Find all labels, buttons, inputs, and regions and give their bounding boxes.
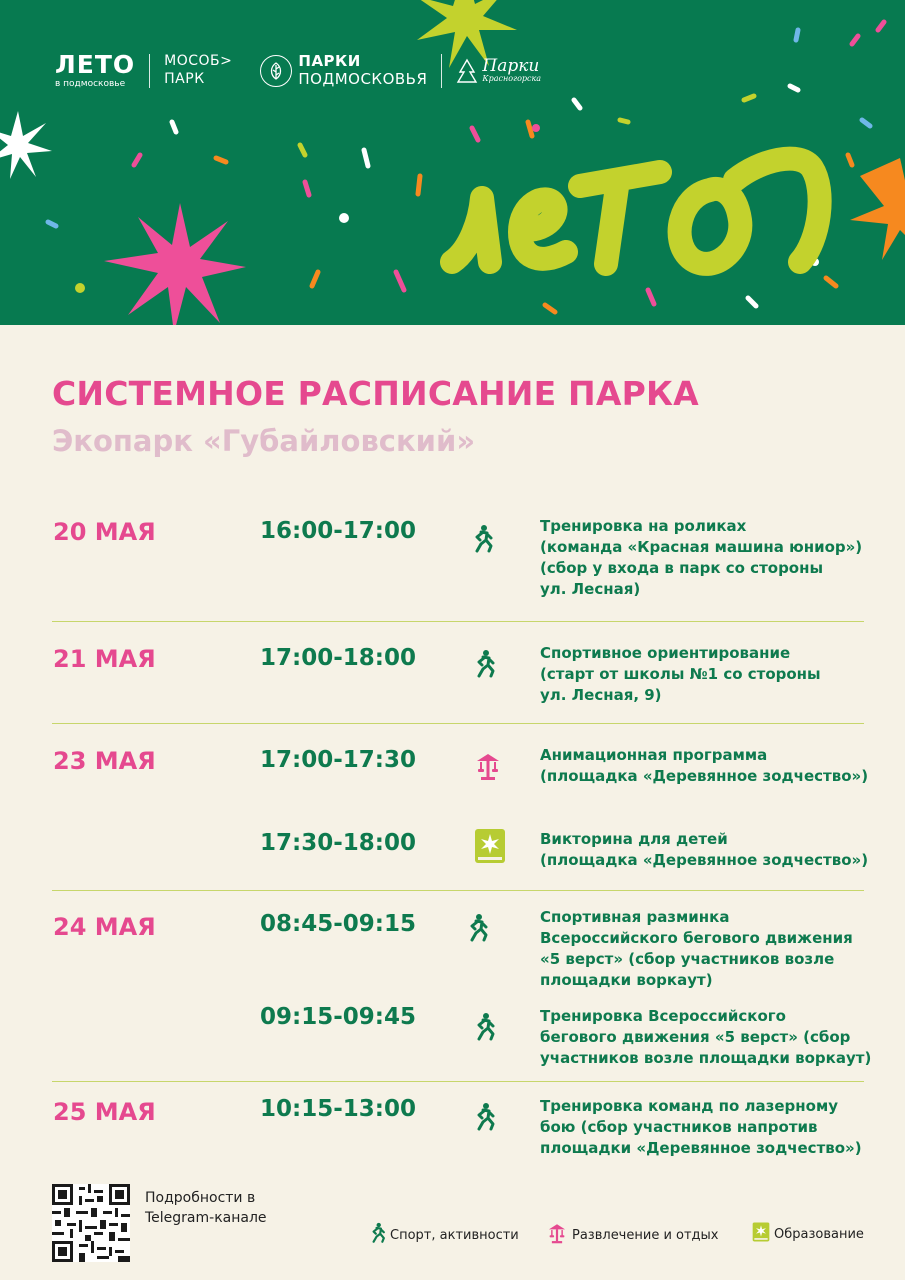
logo-leto-subtitle: в подмосковье: [55, 79, 126, 89]
schedule-description: Тренировка Всероссийского бегового движения «5 верст» (сбор участников возле площадки воркаут): [540, 1007, 872, 1067]
logo-mosoblpark-line2: ПАРК: [164, 70, 205, 87]
schedule-date: 25 МАЯ: [53, 1098, 156, 1126]
confetti-decoration: [0, 0, 905, 325]
schedule-date: 24 МАЯ: [53, 913, 156, 941]
logo-parki-line1: ПАРКИ: [298, 52, 361, 71]
legend-item-sport: [370, 1222, 519, 1248]
divider: [52, 890, 864, 891]
schedule-time: 16:00-17:00: [260, 518, 416, 544]
schedule-description: Анимационная программа (площадка «Деревянное зодчество»): [540, 746, 869, 785]
schedule-date: 23 МАЯ: [53, 747, 156, 775]
schedule-description: Спортивная разминка Всероссийского бегового движения «5 верст» (сбор участников возле площадки воркаут): [540, 908, 853, 989]
schedule-description: Тренировка команд по лазерному бою (сбор участников напротив площадки «Деревянное зодчество»): [540, 1097, 862, 1157]
logo-mosoblpark-line1: МОСОБ>: [164, 53, 233, 69]
header-banner: [0, 0, 905, 325]
logo-divider: [149, 54, 150, 88]
carousel-icon: [474, 751, 502, 785]
logo-parki-podmoskovya: [260, 53, 427, 88]
tree-icon: [456, 58, 478, 84]
sport-icon: [474, 649, 496, 683]
qr-code[interactable]: [52, 1184, 130, 1262]
telegram-info-text: Подробности в Telegram-канале: [145, 1190, 267, 1226]
divider: [52, 723, 864, 724]
logo-leto: [55, 52, 135, 89]
schedule-date: 20 МАЯ: [53, 518, 156, 546]
logo-mosoblpark: [164, 53, 232, 88]
logo-leto-title: ЛЕТО: [55, 50, 136, 79]
sport-icon: [474, 1102, 496, 1136]
schedule-time: 10:15-13:00: [260, 1096, 416, 1122]
legend-label: Образование: [774, 1226, 864, 1242]
sport-icon: [370, 1222, 386, 1248]
schedule-time: 09:15-09:45: [260, 1004, 416, 1030]
schedule-description: Спортивное ориентирование (старт от школы №1 со стороны ул. Лесная, 9): [540, 644, 821, 704]
schedule-time: 08:45-09:15: [260, 911, 416, 937]
park-name-subtitle: Экопарк «Губайловский»: [52, 424, 476, 458]
divider: [52, 1081, 864, 1082]
legend-label: Развлечение и отдых: [572, 1227, 719, 1243]
logo-krasn-line1: Парки: [482, 56, 540, 77]
logo-krasn-line2: Красногорска: [482, 73, 542, 83]
divider: [52, 621, 864, 622]
book-icon: [752, 1222, 770, 1246]
pink-star-icon: [104, 203, 246, 325]
sport-icon: [472, 524, 494, 558]
footer: [0, 1180, 905, 1280]
schedule-time: 17:00-18:00: [260, 645, 416, 671]
logo-parki-line2: ПОДМОСКОВЬЯ: [298, 69, 428, 88]
book-icon: [474, 828, 506, 868]
logo-divider: [441, 54, 442, 88]
leto-lettering: [452, 159, 820, 264]
page-title: СИСТЕМНОЕ РАСПИСАНИЕ ПАРКА: [52, 374, 699, 413]
schedule-time: 17:30-18:00: [260, 830, 416, 856]
schedule-description: Викторина для детей (площадка «Деревянное зодчество»): [540, 830, 869, 869]
partner-logos: [55, 52, 541, 89]
carousel-icon: [546, 1222, 568, 1248]
logo-parki-krasnogorska: [456, 58, 541, 84]
white-star-icon: [0, 111, 52, 179]
leaf-icon: [260, 55, 292, 87]
sport-icon: [474, 1012, 496, 1046]
sport-icon: [467, 913, 489, 947]
legend-item-entertainment: [546, 1222, 719, 1248]
schedule-date: 21 МАЯ: [53, 645, 156, 673]
orange-star-icon: [850, 158, 905, 260]
schedule-time: 17:00-17:30: [260, 747, 416, 773]
legend-label: Спорт, активности: [390, 1227, 519, 1243]
legend-item-education: [752, 1222, 864, 1246]
schedule-description: Тренировка на роликах (команда «Красная машина юниор») (сбор у входа в парк со стороны ул. Лесная): [540, 517, 863, 598]
